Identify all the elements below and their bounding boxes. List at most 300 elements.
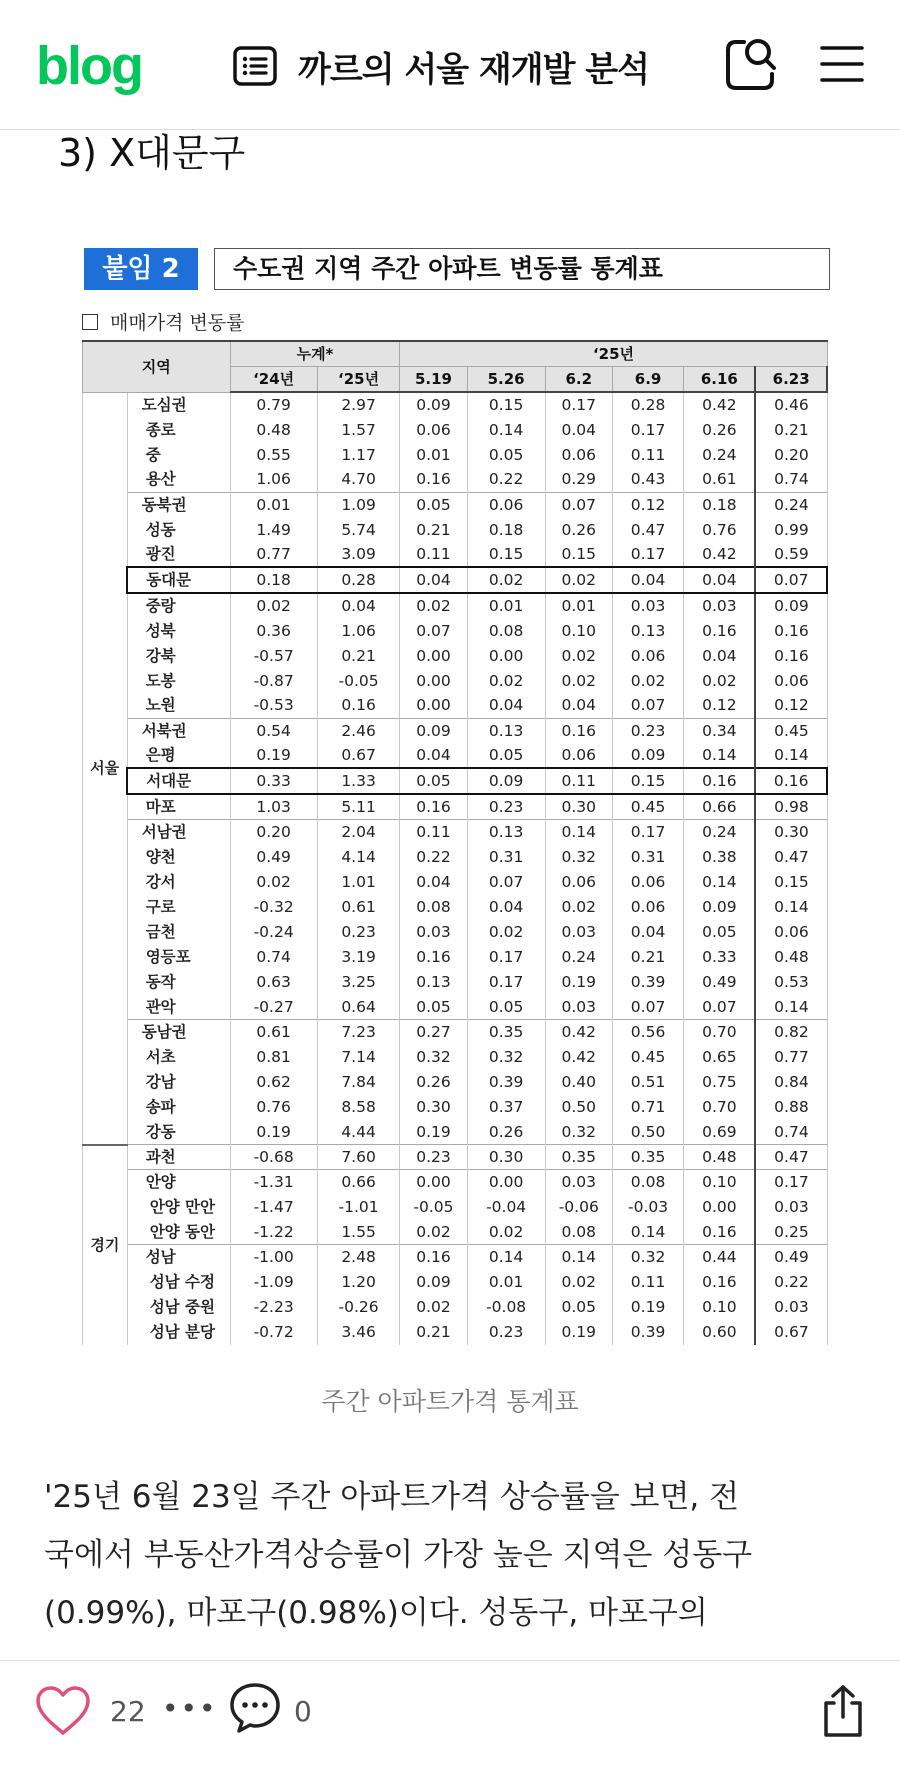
value-cell: 0.59 [755,542,827,567]
value-cell: 0.84 [755,1070,827,1095]
value-cell: -0.57 [230,643,317,668]
header-week-col: 6.16 [684,367,756,393]
table-row [83,1245,828,1270]
value-cell: 0.17 [612,542,684,567]
table-row [83,820,828,845]
table-row [83,970,828,995]
value-cell: 0.06 [612,643,684,668]
value-cell: 0.07 [755,567,827,593]
value-cell: 0.42 [545,1045,612,1070]
value-cell: 2.04 [317,820,400,845]
value-cell: 0.14 [467,417,545,442]
value-cell: 0.32 [612,1245,684,1270]
value-cell: 0.27 [400,1020,467,1045]
value-cell: 0.16 [755,643,827,668]
value-cell: 0.03 [684,593,756,618]
value-cell: 0.60 [684,1320,756,1345]
table-row [83,1270,828,1295]
value-cell: 0.47 [612,517,684,542]
value-cell: 0.04 [545,417,612,442]
value-cell: 0.26 [467,1120,545,1145]
value-cell: 0.48 [755,945,827,970]
value-cell: 1.01 [317,870,400,895]
value-cell: 1.57 [317,417,400,442]
table-row [83,1145,828,1170]
value-cell: 0.20 [230,820,317,845]
value-cell: 0.24 [684,442,756,467]
region-name: 송파 [127,1095,230,1120]
value-cell: 0.08 [545,1220,612,1245]
value-cell: 0.14 [684,870,756,895]
more-dots-icon[interactable]: ••• [162,1692,218,1725]
value-cell: 0.13 [467,820,545,845]
value-cell: 0.21 [612,945,684,970]
value-cell: 0.08 [467,618,545,643]
value-cell: 0.64 [317,995,400,1020]
value-cell: 0.17 [612,820,684,845]
search-icon[interactable] [722,34,780,94]
value-cell: -0.68 [230,1145,317,1170]
value-cell: 0.70 [684,1020,756,1045]
value-cell: 0.17 [612,417,684,442]
value-cell: 0.13 [400,970,467,995]
value-cell: -0.53 [230,693,317,718]
value-cell: -1.01 [317,1195,400,1220]
value-cell: 0.42 [545,1020,612,1045]
value-cell: 0.33 [230,768,317,794]
header-week-col: 6.23 [755,367,827,393]
value-cell: 0.32 [545,845,612,870]
value-cell: 0.12 [755,693,827,718]
table-row [83,618,828,643]
value-cell: 0.10 [545,618,612,643]
value-cell: 0.01 [467,1270,545,1295]
value-cell: -0.87 [230,668,317,693]
header-cum-col: ‘24년 [230,367,317,393]
value-cell: -1.22 [230,1220,317,1245]
value-cell: 0.77 [230,542,317,567]
value-cell: 0.20 [755,442,827,467]
header-week-col: 6.9 [612,367,684,393]
value-cell: 0.02 [467,920,545,945]
table-row [83,467,828,492]
value-cell: 0.06 [400,417,467,442]
region-name: 서남권 [127,820,230,845]
region-name: 서북권 [127,718,230,743]
value-cell: 7.23 [317,1020,400,1045]
value-cell: 0.24 [755,492,827,517]
value-cell: 0.76 [230,1095,317,1120]
value-cell: 0.00 [400,693,467,718]
table-row [83,1195,828,1220]
table-row [83,794,828,820]
price-change-table [82,340,828,1345]
value-cell: 0.02 [545,668,612,693]
value-cell: 5.74 [317,517,400,542]
value-cell: 0.19 [400,1120,467,1145]
value-cell: 0.32 [545,1120,612,1145]
paragraph-line: 국에서 부동산가격상승률이 가장 높은 지역은 성동구 [44,1537,753,1573]
value-cell: 0.05 [684,920,756,945]
value-cell: 0.74 [755,467,827,492]
figure-caption: 주간 아파트가격 통계표 [321,1387,579,1416]
blog-title-area[interactable] [232,38,649,94]
table-row [83,392,828,417]
value-cell: 4.44 [317,1120,400,1145]
region-name: 마포 [127,794,230,820]
value-cell: 0.00 [400,1170,467,1195]
value-cell: 0.07 [467,870,545,895]
table-row [83,995,828,1020]
value-cell: 0.06 [612,870,684,895]
table-row [83,920,828,945]
value-cell: 0.04 [400,567,467,593]
value-cell: -0.03 [612,1195,684,1220]
value-cell: 0.17 [467,945,545,970]
value-cell: -0.26 [317,1295,400,1320]
value-cell: 0.01 [467,593,545,618]
value-cell: 0.04 [684,567,756,593]
value-cell: -1.47 [230,1195,317,1220]
value-cell: 0.00 [400,643,467,668]
value-cell: 0.46 [755,392,827,417]
value-cell: 7.84 [317,1070,400,1095]
value-cell: 0.39 [612,970,684,995]
blog-title[interactable]: 까르의 서울 재개발 분석 [298,49,649,90]
value-cell: 0.75 [684,1070,756,1095]
value-cell: 0.25 [755,1220,827,1245]
value-cell: 0.14 [545,1245,612,1270]
blog-logo[interactable]: blog [36,36,142,96]
value-cell: 0.16 [684,1270,756,1295]
region-name: 안양 동안 [127,1220,230,1245]
paragraph-line: (0.99%), 마포구(0.98%)이다. 성동구, 마포구의 [44,1595,708,1631]
figure-subtitle-row [82,308,245,335]
value-cell: 0.07 [400,618,467,643]
value-cell: 0.16 [400,467,467,492]
value-cell: 0.02 [684,668,756,693]
value-cell: -1.09 [230,1270,317,1295]
value-cell: 0.16 [684,1220,756,1245]
value-cell: 0.02 [400,1220,467,1245]
value-cell: 0.08 [612,1170,684,1195]
value-cell: 0.16 [684,768,756,794]
value-cell: 1.03 [230,794,317,820]
table-row [83,1120,828,1145]
value-cell: 0.53 [755,970,827,995]
value-cell: 0.33 [684,945,756,970]
value-cell: 0.22 [755,1270,827,1295]
table-row [83,517,828,542]
value-cell: 0.07 [612,693,684,718]
value-cell: 0.05 [467,442,545,467]
value-cell: 0.35 [612,1145,684,1170]
value-cell: 0.03 [545,1170,612,1195]
value-cell: 0.23 [400,1145,467,1170]
value-cell: 0.32 [467,1045,545,1070]
value-cell: 0.01 [400,442,467,467]
value-cell: 0.03 [612,593,684,618]
section-heading: 3) X대문구 [58,131,246,175]
table-row [83,567,828,593]
value-cell: 0.06 [612,895,684,920]
value-cell: 0.04 [467,693,545,718]
list-icon[interactable] [232,43,278,89]
region-name: 서초 [127,1045,230,1070]
value-cell: 0.05 [467,743,545,768]
value-cell: 0.48 [230,417,317,442]
value-cell: 0.15 [467,392,545,417]
table-row [83,1045,828,1070]
value-cell: 0.23 [467,1320,545,1345]
comment-icon[interactable] [228,1681,282,1735]
value-cell: 0.18 [684,492,756,517]
value-cell: 0.66 [317,1170,400,1195]
value-cell: 0.09 [400,1270,467,1295]
value-cell: 0.11 [612,1270,684,1295]
region-name: 중 [127,442,230,467]
top-header [0,0,900,130]
value-cell: 0.88 [755,1095,827,1120]
value-cell: 1.06 [230,467,317,492]
value-cell: 0.16 [755,618,827,643]
value-cell: 0.19 [545,970,612,995]
region-name: 강북 [127,643,230,668]
value-cell: 3.19 [317,945,400,970]
bottom-action-bar [0,1660,900,1766]
value-cell: 0.47 [755,1145,827,1170]
value-cell: 0.02 [230,593,317,618]
group-label: 서울 [83,392,128,1145]
value-cell: 0.82 [755,1020,827,1045]
value-cell: 0.26 [684,417,756,442]
value-cell: 0.18 [467,517,545,542]
value-cell: 0.08 [400,895,467,920]
value-cell: 0.14 [755,995,827,1020]
table-row [83,1320,828,1345]
value-cell: 3.09 [317,542,400,567]
value-cell: 0.76 [684,517,756,542]
value-cell: 8.58 [317,1095,400,1120]
region-name: 동작 [127,970,230,995]
value-cell: -1.00 [230,1245,317,1270]
region-name: 성남 중원 [127,1295,230,1320]
value-cell: 0.14 [467,1245,545,1270]
value-cell: 0.15 [545,542,612,567]
value-cell: -0.24 [230,920,317,945]
value-cell: 0.01 [230,492,317,517]
value-cell: 0.50 [612,1120,684,1145]
value-cell: 0.99 [755,517,827,542]
region-name: 노원 [127,693,230,718]
value-cell: 0.02 [612,668,684,693]
value-cell: 0.00 [467,1170,545,1195]
value-cell: -0.05 [317,668,400,693]
region-name: 도심권 [127,392,230,417]
region-name: 관악 [127,995,230,1020]
value-cell: 0.19 [230,1120,317,1145]
value-cell: 0.03 [545,920,612,945]
value-cell: 0.31 [612,845,684,870]
value-cell: 0.04 [317,593,400,618]
region-name: 안양 만안 [127,1195,230,1220]
value-cell: 0.70 [684,1095,756,1120]
value-cell: 0.30 [755,820,827,845]
value-cell: 0.62 [230,1070,317,1095]
value-cell: -0.05 [400,1195,467,1220]
region-name: 광진 [127,542,230,567]
header-cumulative: 누계* [230,341,400,367]
value-cell: 0.17 [467,970,545,995]
value-cell: 0.00 [400,668,467,693]
table-row [83,542,828,567]
value-cell: 0.09 [684,895,756,920]
value-cell: 0.04 [612,920,684,945]
value-cell: -0.08 [467,1295,545,1320]
table-row [83,1170,828,1195]
checkbox-square-icon [82,314,98,330]
value-cell: 0.54 [230,718,317,743]
value-cell: 0.02 [545,567,612,593]
value-cell: 0.18 [230,567,317,593]
region-name: 강서 [127,870,230,895]
share-icon[interactable] [818,1683,868,1739]
value-cell: 0.06 [755,668,827,693]
region-name: 종로 [127,417,230,442]
value-cell: 0.14 [545,820,612,845]
value-cell: 7.14 [317,1045,400,1070]
value-cell: 0.19 [230,743,317,768]
figure-subtitle: 매매가격 변동률 [110,312,245,334]
value-cell: 0.02 [545,1270,612,1295]
table-row [83,442,828,467]
value-cell: 0.30 [467,1145,545,1170]
value-cell: 0.38 [684,845,756,870]
value-cell: 0.00 [684,1195,756,1220]
value-cell: 0.35 [467,1020,545,1045]
value-cell: -0.04 [467,1195,545,1220]
value-cell: 0.74 [755,1120,827,1145]
value-cell: 0.05 [545,1295,612,1320]
table-row [83,718,828,743]
value-cell: 0.04 [400,743,467,768]
region-name: 은평 [127,743,230,768]
region-name: 동대문 [127,567,230,593]
value-cell: 0.16 [545,718,612,743]
value-cell: 1.33 [317,768,400,794]
value-cell: 0.42 [684,392,756,417]
value-cell: -0.72 [230,1320,317,1345]
value-cell: 0.02 [400,593,467,618]
table-row [83,668,828,693]
header-year-group: ‘25년 [400,341,827,367]
value-cell: 0.11 [612,442,684,467]
value-cell: 0.28 [317,567,400,593]
table-row [83,492,828,517]
value-cell: 0.45 [755,718,827,743]
value-cell: 1.09 [317,492,400,517]
value-cell: 0.10 [684,1170,756,1195]
value-cell: 0.11 [400,820,467,845]
value-cell: 0.21 [400,1320,467,1345]
value-cell: 0.48 [684,1145,756,1170]
region-name: 용산 [127,467,230,492]
value-cell: 0.04 [684,643,756,668]
region-name: 영등포 [127,945,230,970]
value-cell: 0.12 [684,693,756,718]
region-name: 성북 [127,618,230,643]
value-cell: 0.49 [230,845,317,870]
value-cell: 5.11 [317,794,400,820]
table-header-row [83,341,828,367]
value-cell: 0.34 [684,718,756,743]
value-cell: 0.06 [755,920,827,945]
value-cell: -2.23 [230,1295,317,1320]
header-week-col: 6.2 [545,367,612,393]
value-cell: 0.09 [400,392,467,417]
value-cell: 0.30 [545,794,612,820]
value-cell: 0.09 [467,768,545,794]
region-name: 도봉 [127,668,230,693]
value-cell: 0.55 [230,442,317,467]
value-cell: 0.14 [755,743,827,768]
value-cell: 0.05 [467,995,545,1020]
figure-label: 붙임 2 [84,248,198,290]
heart-icon[interactable] [34,1685,92,1737]
value-cell: 0.00 [467,643,545,668]
table-row [83,643,828,668]
table-row [83,945,828,970]
value-cell: 0.02 [545,895,612,920]
value-cell: 0.40 [545,1070,612,1095]
value-cell: 0.09 [612,743,684,768]
value-cell: 0.24 [684,820,756,845]
value-cell: 0.05 [400,492,467,517]
value-cell: 0.28 [612,392,684,417]
menu-icon[interactable] [820,44,864,84]
value-cell: 0.66 [684,794,756,820]
value-cell: 0.61 [684,467,756,492]
value-cell: 0.13 [612,618,684,643]
value-cell: 0.03 [545,995,612,1020]
table-row [83,693,828,718]
region-name: 성남 수정 [127,1270,230,1295]
region-name: 안양 [127,1170,230,1195]
table-row [83,845,828,870]
value-cell: 0.16 [400,945,467,970]
value-cell: 0.45 [612,1045,684,1070]
region-name: 서대문 [127,768,230,794]
value-cell: 0.47 [755,845,827,870]
value-cell: 0.09 [755,593,827,618]
stats-figure[interactable] [80,242,830,1358]
value-cell: 0.02 [400,1295,467,1320]
value-cell: 0.23 [317,920,400,945]
value-cell: 0.19 [545,1320,612,1345]
value-cell: 0.74 [230,945,317,970]
value-cell: 0.21 [755,417,827,442]
value-cell: 0.44 [684,1245,756,1270]
table-row [83,870,828,895]
value-cell: 0.03 [755,1295,827,1320]
value-cell: 0.15 [755,870,827,895]
value-cell: 0.02 [467,1220,545,1245]
value-cell: 0.10 [684,1295,756,1320]
value-cell: 2.97 [317,392,400,417]
value-cell: 0.39 [467,1070,545,1095]
value-cell: 0.45 [612,794,684,820]
like-count: 22 [110,1695,146,1728]
